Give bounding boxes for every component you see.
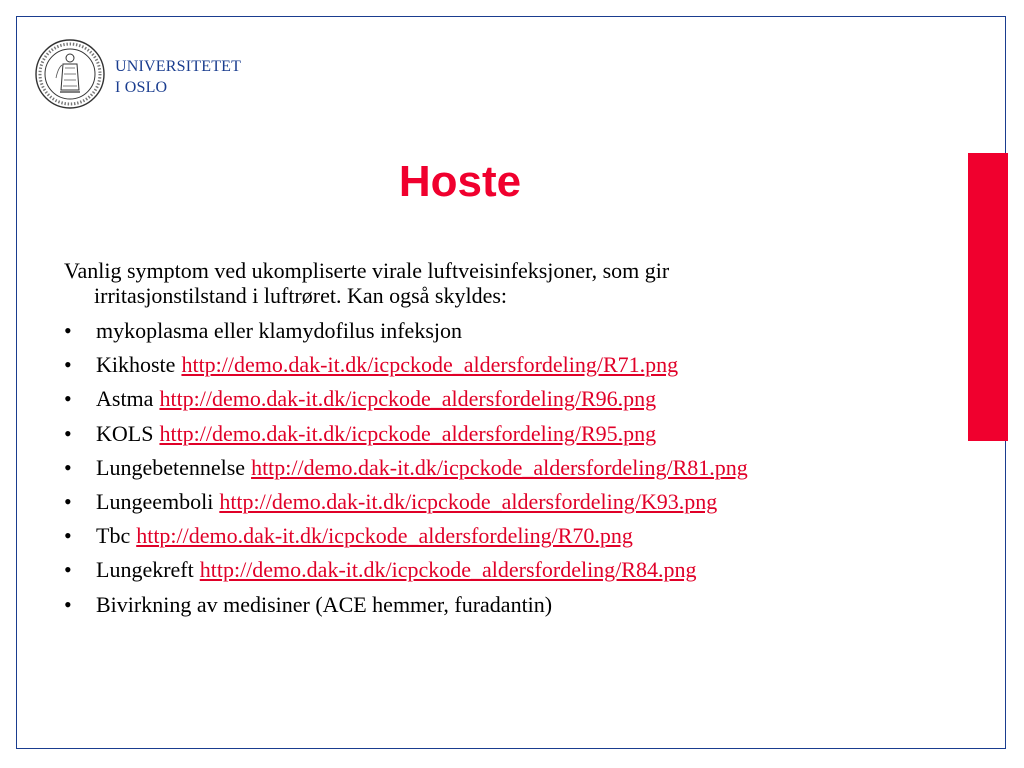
university-name-line1: UNIVERSITETET xyxy=(115,58,242,75)
bullet-icon: • xyxy=(64,523,72,549)
bullet-icon: • xyxy=(64,318,72,343)
chart-link[interactable]: http://demo.dak-it.dk/icpckode_aldersfordeling/R71.png xyxy=(181,352,679,378)
intro-line-1: Vanlig symptom ved ukompliserte virale luftveisinfeksjoner, som gir xyxy=(64,258,670,283)
slide-title: Hoste xyxy=(398,157,522,206)
list-item-label: Lungeemboli xyxy=(96,488,214,514)
list-item-label: Kikhoste xyxy=(96,352,176,378)
intro-paragraph xyxy=(64,258,904,308)
list-item-label: Astma xyxy=(96,386,154,412)
list-item-label: Tbc xyxy=(96,523,131,549)
list-item-content xyxy=(96,382,656,416)
list-item-label: mykoplasma eller klamydofilus infeksjon xyxy=(96,318,462,343)
list-item-label: Lungekreft xyxy=(96,557,194,583)
list-item-content xyxy=(96,314,462,348)
university-seal-icon xyxy=(34,38,106,110)
chart-link[interactable]: http://demo.dak-it.dk/icpckode_aldersfordeling/R81.png xyxy=(251,454,748,480)
bullet-icon: • xyxy=(64,557,72,583)
chart-link[interactable]: http://demo.dak-it.dk/icpckode_aldersfordeling/K93.png xyxy=(219,488,718,514)
list-item-label: Lungebetennelse xyxy=(96,454,246,480)
bullet-icon: • xyxy=(64,591,72,617)
university-name-line2: I OSLO xyxy=(115,79,168,96)
list-item-content xyxy=(96,348,678,382)
list-item-content xyxy=(96,553,696,587)
list-item-content xyxy=(96,451,748,485)
intro-line-2: irritasjonstilstand i luftrøret. Kan også skyldes: xyxy=(94,283,508,308)
list-item-label: Bivirkning av medisiner (ACE hemmer, furadantin) xyxy=(96,591,553,617)
accent-bar xyxy=(968,153,1008,441)
chart-link[interactable]: http://demo.dak-it.dk/icpckode_aldersfordeling/R95.png xyxy=(159,420,657,446)
bullet-icon: • xyxy=(64,352,72,378)
chart-link[interactable]: http://demo.dak-it.dk/icpckode_aldersfordeling/R84.png xyxy=(199,557,697,583)
bullet-icon: • xyxy=(64,488,72,514)
university-name xyxy=(115,56,241,98)
list-item-content xyxy=(96,485,717,519)
list-item-content xyxy=(96,417,656,451)
chart-link[interactable]: http://demo.dak-it.dk/icpckode_aldersfordeling/R70.png xyxy=(136,523,633,549)
list-item-content xyxy=(96,519,633,553)
chart-link[interactable]: http://demo.dak-it.dk/icpckode_aldersfordeling/R96.png xyxy=(159,386,657,412)
bullet-icon: • xyxy=(64,420,72,446)
list-item-content xyxy=(96,588,552,622)
list-item-label: KOLS xyxy=(96,420,154,446)
bullet-icon: • xyxy=(64,386,72,412)
bullet-icon: • xyxy=(64,454,72,480)
